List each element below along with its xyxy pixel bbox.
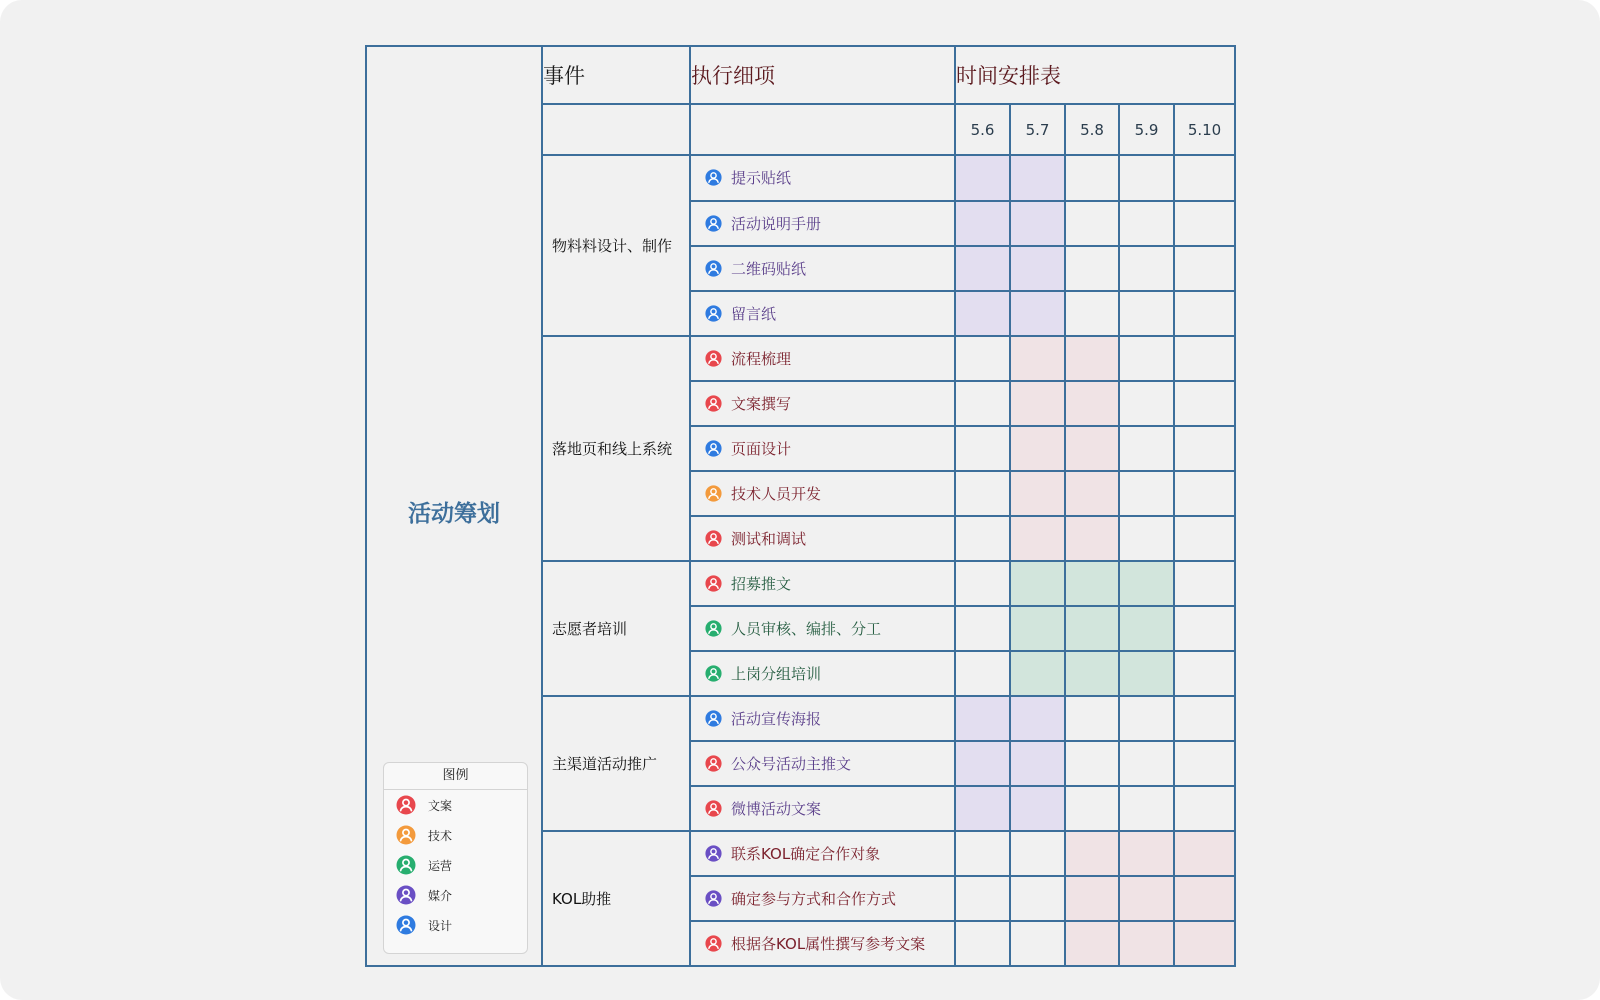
schedule-cell-active — [1065, 336, 1119, 381]
schedule-cell — [1119, 696, 1174, 741]
schedule-cell-active — [1010, 786, 1065, 831]
schedule-cell — [1174, 201, 1235, 246]
schedule-cell-active — [1010, 291, 1065, 336]
task-detail-inner — [705, 438, 954, 459]
person-icon — [705, 169, 722, 186]
schedule-cell — [1174, 696, 1235, 741]
schedule-cell-active — [1065, 651, 1119, 696]
task-label: 公众号活动主推文 — [731, 754, 852, 773]
schedule-cell — [1174, 471, 1235, 516]
task-detail — [690, 876, 955, 921]
schedule-cell — [1065, 246, 1119, 291]
schedule-cell — [1174, 741, 1235, 786]
schedule-cell — [1010, 921, 1065, 966]
task-detail-inner — [705, 258, 954, 279]
person-icon — [705, 305, 722, 322]
schedule-cell — [1065, 786, 1119, 831]
task-label: 人员审核、编排、分工 — [731, 619, 882, 638]
task-label: 技术人员开发 — [731, 484, 822, 503]
task-detail-inner — [705, 798, 954, 819]
person-icon — [705, 575, 722, 592]
schedule-cell — [1065, 201, 1119, 246]
task-detail-inner — [705, 888, 954, 909]
person-icon — [705, 665, 722, 682]
schedule-cell-active — [1065, 876, 1119, 921]
title-wrap — [367, 47, 541, 965]
legend-item-label: 设计 — [428, 918, 453, 933]
schedule-cell — [1174, 246, 1235, 291]
task-label: 活动宣传海报 — [731, 709, 822, 728]
schedule-cell — [955, 336, 1010, 381]
task-detail — [690, 155, 955, 200]
schedule-cell — [1174, 606, 1235, 651]
title-column — [366, 46, 542, 966]
person-icon — [705, 395, 722, 412]
person-icon — [705, 530, 722, 547]
task-detail-inner — [705, 933, 954, 954]
event-subheader-empty — [542, 104, 690, 155]
task-label: 根据各KOL属性撰写参考文案 — [731, 934, 926, 953]
schedule-cell-active — [955, 155, 1010, 200]
task-label: 活动说明手册 — [731, 214, 822, 233]
detail-header: 执行细项 — [690, 46, 955, 104]
schedule-cell — [955, 921, 1010, 966]
schedule-cell — [1119, 426, 1174, 471]
schedule-cell-active — [1065, 381, 1119, 426]
person-icon — [705, 620, 722, 637]
schedule-cell — [1174, 291, 1235, 336]
schedule-cell-active — [955, 741, 1010, 786]
legend-items — [384, 790, 527, 940]
person-icon — [705, 350, 722, 367]
person-icon — [705, 845, 722, 862]
schedule-cell — [1010, 876, 1065, 921]
legend-title: 图例 — [384, 763, 527, 790]
schedule-cell — [1119, 155, 1174, 200]
task-label: 联系KOL确定合作对象 — [731, 844, 881, 863]
legend-item-ops — [384, 850, 527, 880]
event-name: KOL助推 — [542, 831, 690, 966]
event-name: 落地页和线上系统 — [542, 336, 690, 561]
task-label: 二维码贴纸 — [731, 259, 807, 278]
schedule-cell — [1119, 246, 1174, 291]
person-icon — [705, 260, 722, 277]
schedule-cell — [1065, 741, 1119, 786]
schedule-cell-active — [955, 696, 1010, 741]
date-header: 5.8 — [1065, 104, 1119, 155]
schedule-cell-active — [1010, 606, 1065, 651]
person-icon — [396, 795, 416, 815]
schedule-table — [365, 45, 1236, 967]
schedule-cell-active — [1065, 471, 1119, 516]
schedule-cell — [955, 876, 1010, 921]
task-detail-inner — [705, 618, 954, 639]
schedule-cell — [1119, 516, 1174, 561]
legend-item-tech — [384, 820, 527, 850]
task-detail — [690, 561, 955, 606]
schedule-cell-active — [1119, 831, 1174, 876]
schedule-cell — [955, 606, 1010, 651]
person-icon — [705, 710, 722, 727]
person-icon — [396, 915, 416, 935]
schedule-cell-active — [1010, 561, 1065, 606]
schedule-cell-active — [1065, 426, 1119, 471]
task-detail-inner — [705, 708, 954, 729]
date-header: 5.7 — [1010, 104, 1065, 155]
task-detail-inner — [705, 213, 954, 234]
date-header: 5.6 — [955, 104, 1010, 155]
schedule-cell — [955, 651, 1010, 696]
person-icon — [396, 825, 416, 845]
schedule-header: 时间安排表 — [955, 46, 1235, 104]
task-label: 确定参与方式和合作方式 — [731, 889, 897, 908]
schedule-cell-active — [1010, 336, 1065, 381]
event-name: 志愿者培训 — [542, 561, 690, 696]
schedule-cell — [1010, 831, 1065, 876]
task-label: 微博活动文案 — [731, 799, 822, 818]
event-header: 事件 — [542, 46, 690, 104]
task-label: 招募推文 — [731, 574, 792, 593]
date-header: 5.9 — [1119, 104, 1174, 155]
schedule-cell — [1119, 381, 1174, 426]
schedule-cell-active — [955, 246, 1010, 291]
task-label: 测试和调试 — [731, 529, 807, 548]
task-detail — [690, 606, 955, 651]
schedule-cell-active — [1010, 696, 1065, 741]
task-detail-inner — [705, 483, 954, 504]
schedule-cell — [1119, 741, 1174, 786]
person-icon — [705, 755, 722, 772]
task-detail — [690, 741, 955, 786]
schedule-cell-active — [1065, 606, 1119, 651]
schedule-cell — [1065, 291, 1119, 336]
person-icon — [705, 935, 722, 952]
schedule-cell-active — [955, 201, 1010, 246]
schedule-cell — [955, 381, 1010, 426]
task-detail — [690, 201, 955, 246]
task-label: 流程梳理 — [731, 349, 792, 368]
legend — [383, 762, 528, 954]
task-detail-inner — [705, 393, 954, 414]
task-detail-inner — [705, 753, 954, 774]
schedule-cell-active — [1010, 516, 1065, 561]
person-icon — [396, 885, 416, 905]
person-icon — [396, 855, 416, 875]
task-detail-inner — [705, 303, 954, 324]
legend-item-label: 文案 — [428, 798, 453, 813]
schedule-cell — [1174, 155, 1235, 200]
schedule-cell-active — [1010, 471, 1065, 516]
schedule-cell-active — [1065, 561, 1119, 606]
schedule-cell-active — [1119, 876, 1174, 921]
person-icon — [705, 440, 722, 457]
legend-item-label: 运营 — [428, 858, 453, 873]
schedule-cell — [955, 561, 1010, 606]
task-detail — [690, 921, 955, 966]
schedule-cell — [1119, 201, 1174, 246]
event-name: 物料料设计、制作 — [542, 155, 690, 335]
legend-item-copy — [384, 790, 527, 820]
schedule-cell — [1065, 696, 1119, 741]
schedule-cell-active — [1010, 246, 1065, 291]
schedule-cell-active — [955, 786, 1010, 831]
task-detail — [690, 291, 955, 336]
schedule-cell — [1065, 155, 1119, 200]
task-detail — [690, 651, 955, 696]
header-row — [366, 46, 1235, 104]
schedule-cell — [1174, 426, 1235, 471]
schedule-cell-active — [1010, 426, 1065, 471]
schedule-cell — [1174, 336, 1235, 381]
schedule-cell-active — [1119, 561, 1174, 606]
schedule-cell-active — [1119, 651, 1174, 696]
schedule-cell — [1174, 786, 1235, 831]
task-label: 文案撰写 — [731, 394, 792, 413]
task-detail — [690, 516, 955, 561]
task-label: 上岗分组培训 — [731, 664, 822, 683]
task-label: 提示贴纸 — [731, 169, 792, 188]
schedule-cell — [955, 426, 1010, 471]
person-icon — [705, 890, 722, 907]
legend-item-label: 媒介 — [428, 888, 453, 903]
schedule-cell — [1119, 471, 1174, 516]
date-header: 5.10 — [1174, 104, 1235, 155]
task-detail — [690, 471, 955, 516]
schedule-cell-active — [1065, 921, 1119, 966]
task-detail — [690, 246, 955, 291]
task-detail — [690, 381, 955, 426]
schedule-cell-active — [1174, 831, 1235, 876]
schedule-cell-active — [1010, 155, 1065, 200]
person-icon — [705, 485, 722, 502]
schedule-cell-active — [1119, 921, 1174, 966]
legend-item-label: 技术 — [428, 828, 453, 843]
task-label: 留言纸 — [731, 304, 777, 323]
task-detail-inner — [705, 167, 954, 188]
schedule-cell-active — [1010, 651, 1065, 696]
schedule-cell-active — [1119, 606, 1174, 651]
schedule-cell-active — [1065, 516, 1119, 561]
schedule-cell — [1119, 336, 1174, 381]
page-title: 活动筹划 — [408, 501, 500, 527]
legend-item-media — [384, 880, 527, 910]
task-label: 页面设计 — [731, 439, 792, 458]
task-detail — [690, 831, 955, 876]
task-detail-inner — [705, 663, 954, 684]
legend-item-design — [384, 910, 527, 940]
task-detail — [690, 786, 955, 831]
schedule-cell — [1174, 516, 1235, 561]
event-name: 主渠道活动推广 — [542, 696, 690, 831]
schedule-cell-active — [1010, 381, 1065, 426]
schedule-cell — [1174, 561, 1235, 606]
schedule-cell — [1119, 786, 1174, 831]
task-detail — [690, 696, 955, 741]
person-icon — [705, 800, 722, 817]
schedule-cell-active — [1010, 741, 1065, 786]
schedule-cell — [1174, 381, 1235, 426]
task-detail-inner — [705, 843, 954, 864]
task-detail-inner — [705, 573, 954, 594]
task-detail — [690, 426, 955, 471]
schedule-cell-active — [1065, 831, 1119, 876]
schedule-cell-active — [955, 291, 1010, 336]
detail-subheader-empty — [690, 104, 955, 155]
schedule-cell — [1174, 651, 1235, 696]
schedule-cell — [955, 516, 1010, 561]
task-detail — [690, 336, 955, 381]
task-detail-inner — [705, 348, 954, 369]
schedule-cell-active — [1010, 201, 1065, 246]
schedule-cell — [955, 831, 1010, 876]
schedule-cell-active — [1174, 876, 1235, 921]
schedule-cell-active — [1174, 921, 1235, 966]
task-detail-inner — [705, 528, 954, 549]
schedule-cell — [955, 471, 1010, 516]
schedule-cell — [1119, 291, 1174, 336]
person-icon — [705, 215, 722, 232]
